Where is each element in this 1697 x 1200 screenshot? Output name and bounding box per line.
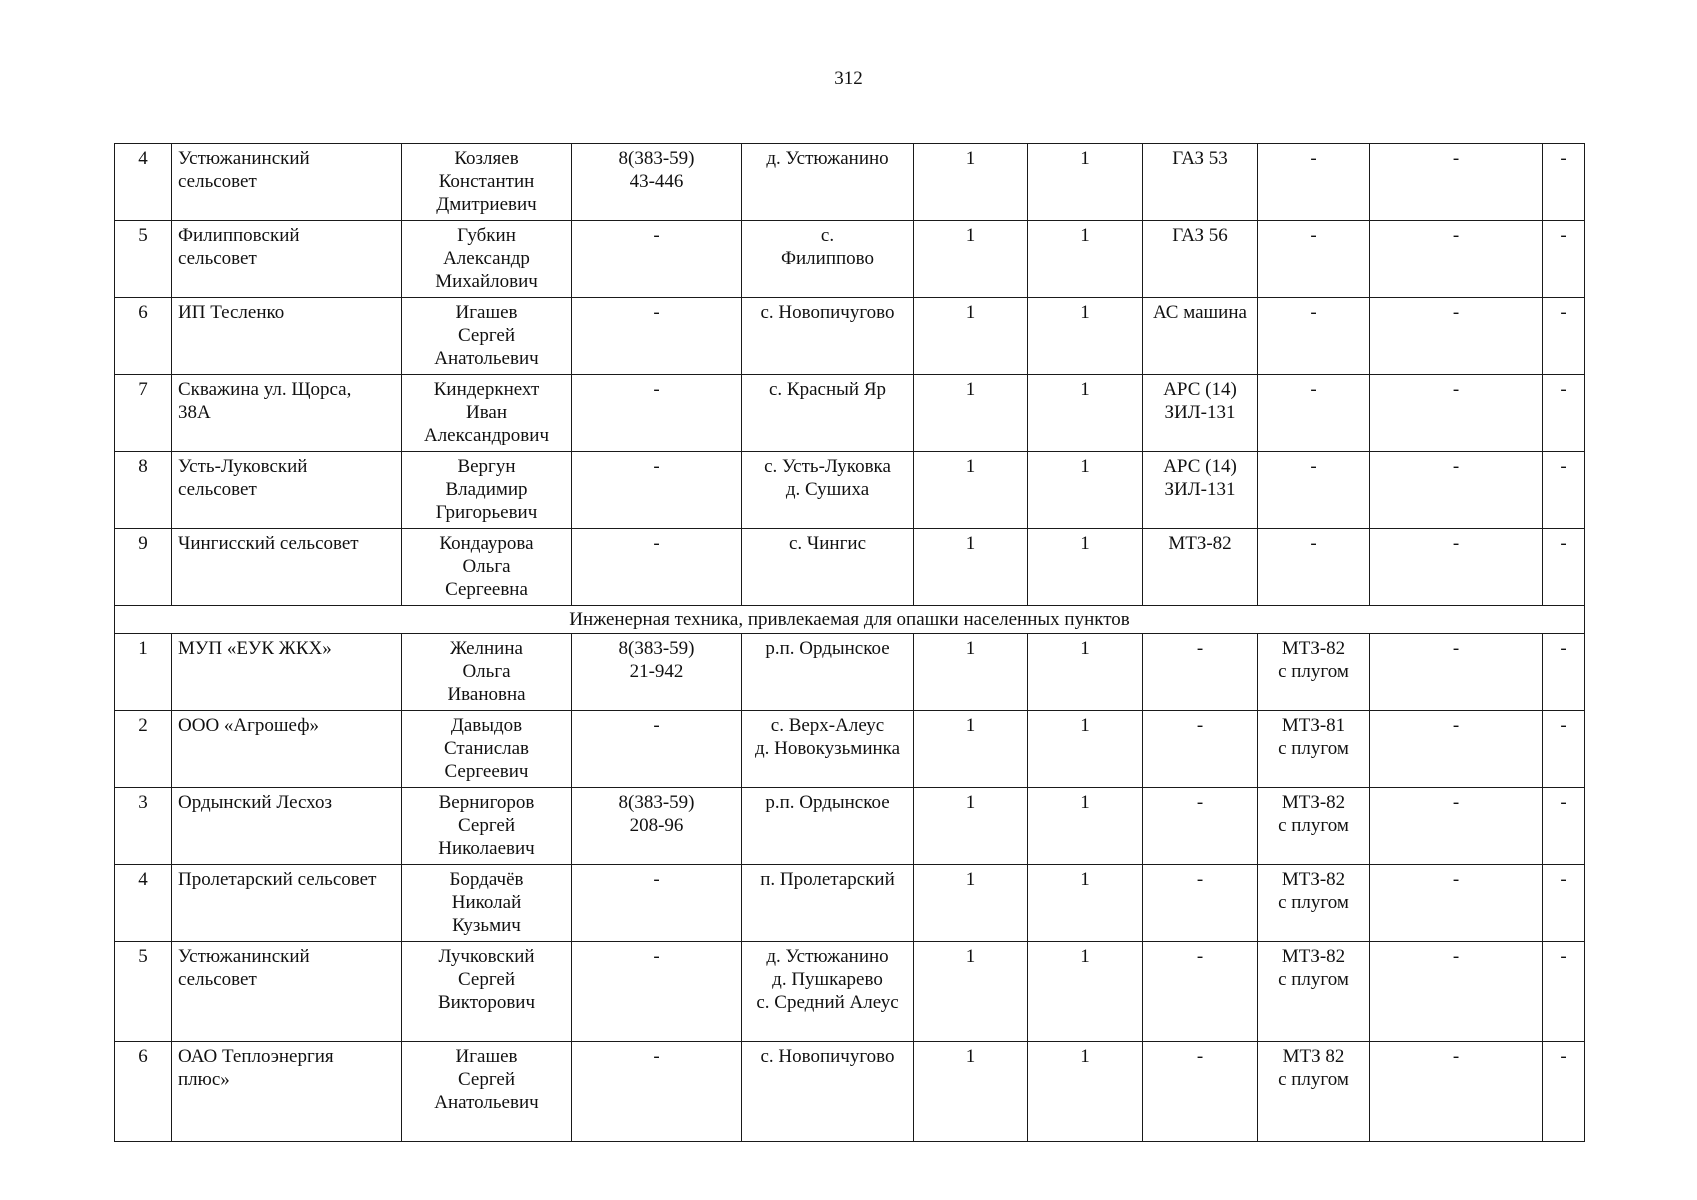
location-cell: с. Новопичугово (742, 1042, 914, 1142)
organization-cell: Ордынский Лесхоз (172, 788, 402, 865)
plow-tractor-cell: - (1258, 529, 1370, 606)
fire-vehicle-cell: МТЗ-82 (1143, 529, 1258, 606)
phone-cell: - (572, 452, 742, 529)
extra-cell-1: - (1370, 711, 1543, 788)
phone-cell: - (572, 221, 742, 298)
phone-cell: - (572, 298, 742, 375)
plow-tractor-cell: - (1258, 375, 1370, 452)
row-number: 5 (115, 221, 172, 298)
responsible-person-cell: Киндеркнехт Иван Александрович (402, 375, 572, 452)
table-row (115, 788, 1585, 865)
count-cell-2: 1 (1028, 634, 1143, 711)
responsible-person-cell: Лучковский Сергей Викторович (402, 942, 572, 1042)
extra-cell-1: - (1370, 144, 1543, 221)
count-cell-1: 1 (914, 529, 1028, 606)
location-cell: р.п. Ордынское (742, 788, 914, 865)
phone-cell: - (572, 1042, 742, 1142)
row-number: 2 (115, 711, 172, 788)
extra-cell-1: - (1370, 865, 1543, 942)
organization-cell: Устюжанинский сельсовет (172, 942, 402, 1042)
location-cell: р.п. Ордынское (742, 634, 914, 711)
extra-cell-1: - (1370, 634, 1543, 711)
row-number: 5 (115, 942, 172, 1042)
equipment-table (114, 143, 1585, 1142)
plow-tractor-cell: - (1258, 298, 1370, 375)
plow-tractor-cell: МТЗ-82 с плугом (1258, 788, 1370, 865)
table-row (115, 144, 1585, 221)
table-row (115, 221, 1585, 298)
count-cell-2: 1 (1028, 221, 1143, 298)
count-cell-2: 1 (1028, 375, 1143, 452)
count-cell-1: 1 (914, 375, 1028, 452)
phone-cell: - (572, 865, 742, 942)
responsible-person-cell: Вергун Владимир Григорьевич (402, 452, 572, 529)
organization-cell: Филипповский сельсовет (172, 221, 402, 298)
plow-tractor-cell: МТЗ-81 с плугом (1258, 711, 1370, 788)
phone-cell: 8(383-59) 208-96 (572, 788, 742, 865)
count-cell-1: 1 (914, 298, 1028, 375)
row-number: 7 (115, 375, 172, 452)
extra-cell-1: - (1370, 788, 1543, 865)
section-title: Инженерная техника, привлекаемая для опашки населенных пунктов (115, 606, 1585, 634)
plow-tractor-cell: МТЗ 82 с плугом (1258, 1042, 1370, 1142)
table-row (115, 711, 1585, 788)
table-row (115, 942, 1585, 1042)
location-cell: п. Пролетарский (742, 865, 914, 942)
extra-cell-2: - (1543, 711, 1585, 788)
fire-vehicle-cell: ГАЗ 53 (1143, 144, 1258, 221)
table-row (115, 865, 1585, 942)
phone-cell: - (572, 711, 742, 788)
row-number: 4 (115, 144, 172, 221)
extra-cell-2: - (1543, 452, 1585, 529)
extra-cell-2: - (1543, 375, 1585, 452)
extra-cell-2: - (1543, 942, 1585, 1042)
row-number: 6 (115, 298, 172, 375)
organization-cell: Пролетарский сельсовет (172, 865, 402, 942)
organization-cell: ООО «Агрошеф» (172, 711, 402, 788)
organization-cell: МУП «ЕУК ЖКХ» (172, 634, 402, 711)
organization-cell: Усть-Луковский сельсовет (172, 452, 402, 529)
location-cell: д. Устюжанино (742, 144, 914, 221)
extra-cell-1: - (1370, 221, 1543, 298)
phone-cell: 8(383-59) 21-942 (572, 634, 742, 711)
count-cell-2: 1 (1028, 1042, 1143, 1142)
fire-vehicle-cell: АРС (14) ЗИЛ-131 (1143, 375, 1258, 452)
extra-cell-2: - (1543, 298, 1585, 375)
plow-tractor-cell: - (1258, 452, 1370, 529)
count-cell-1: 1 (914, 634, 1028, 711)
count-cell-2: 1 (1028, 529, 1143, 606)
extra-cell-2: - (1543, 788, 1585, 865)
organization-cell: ОАО Теплоэнергия плюс» (172, 1042, 402, 1142)
location-cell: с. Чингис (742, 529, 914, 606)
table-row (115, 529, 1585, 606)
phone-cell: - (572, 942, 742, 1042)
count-cell-1: 1 (914, 865, 1028, 942)
count-cell-1: 1 (914, 788, 1028, 865)
row-number: 4 (115, 865, 172, 942)
extra-cell-1: - (1370, 1042, 1543, 1142)
extra-cell-1: - (1370, 298, 1543, 375)
section-header-row (115, 606, 1585, 634)
organization-cell: Устюжанинский сельсовет (172, 144, 402, 221)
fire-vehicle-cell: - (1143, 1042, 1258, 1142)
responsible-person-cell: Игашев Сергей Анатольевич (402, 1042, 572, 1142)
fire-vehicle-cell: - (1143, 634, 1258, 711)
extra-cell-1: - (1370, 942, 1543, 1042)
fire-vehicle-cell: - (1143, 788, 1258, 865)
phone-cell: 8(383-59) 43-446 (572, 144, 742, 221)
phone-cell: - (572, 375, 742, 452)
extra-cell-2: - (1543, 865, 1585, 942)
fire-vehicle-cell: - (1143, 865, 1258, 942)
count-cell-2: 1 (1028, 144, 1143, 221)
responsible-person-cell: Кондаурова Ольга Сергеевна (402, 529, 572, 606)
row-number: 6 (115, 1042, 172, 1142)
plow-tractor-cell: МТЗ-82 с плугом (1258, 942, 1370, 1042)
extra-cell-1: - (1370, 529, 1543, 606)
count-cell-1: 1 (914, 452, 1028, 529)
table-row (115, 452, 1585, 529)
organization-cell: Чингисский сельсовет (172, 529, 402, 606)
count-cell-2: 1 (1028, 788, 1143, 865)
location-cell: с. Красный Яр (742, 375, 914, 452)
responsible-person-cell: Давыдов Станислав Сергеевич (402, 711, 572, 788)
responsible-person-cell: Желнина Ольга Ивановна (402, 634, 572, 711)
count-cell-2: 1 (1028, 298, 1143, 375)
table-row (115, 375, 1585, 452)
location-cell: с. Усть-Луковка д. Сушиха (742, 452, 914, 529)
row-number: 8 (115, 452, 172, 529)
extra-cell-1: - (1370, 452, 1543, 529)
plow-tractor-cell: - (1258, 221, 1370, 298)
extra-cell-2: - (1543, 529, 1585, 606)
location-cell: с. Филиппово (742, 221, 914, 298)
fire-vehicle-cell: АС машина (1143, 298, 1258, 375)
table-body (115, 144, 1585, 1142)
count-cell-1: 1 (914, 144, 1028, 221)
location-cell: д. Устюжанино д. Пушкарево с. Средний Алеус (742, 942, 914, 1042)
plow-tractor-cell: МТЗ-82 с плугом (1258, 865, 1370, 942)
count-cell-2: 1 (1028, 711, 1143, 788)
responsible-person-cell: Вернигоров Сергей Николаевич (402, 788, 572, 865)
count-cell-1: 1 (914, 1042, 1028, 1142)
extra-cell-2: - (1543, 221, 1585, 298)
responsible-person-cell: Игашев Сергей Анатольевич (402, 298, 572, 375)
responsible-person-cell: Губкин Александр Михайлович (402, 221, 572, 298)
responsible-person-cell: Бордачёв Николай Кузьмич (402, 865, 572, 942)
count-cell-2: 1 (1028, 452, 1143, 529)
location-cell: с. Новопичугово (742, 298, 914, 375)
count-cell-2: 1 (1028, 865, 1143, 942)
organization-cell: Скважина ул. Щорса, 38А (172, 375, 402, 452)
table-row (115, 634, 1585, 711)
row-number: 1 (115, 634, 172, 711)
extra-cell-2: - (1543, 634, 1585, 711)
plow-tractor-cell: - (1258, 144, 1370, 221)
organization-cell: ИП Тесленко (172, 298, 402, 375)
fire-vehicle-cell: - (1143, 942, 1258, 1042)
count-cell-1: 1 (914, 221, 1028, 298)
row-number: 9 (115, 529, 172, 606)
location-cell: с. Верх-Алеус д. Новокузьминка (742, 711, 914, 788)
row-number: 3 (115, 788, 172, 865)
extra-cell-1: - (1370, 375, 1543, 452)
table-row (115, 298, 1585, 375)
extra-cell-2: - (1543, 144, 1585, 221)
count-cell-2: 1 (1028, 942, 1143, 1042)
fire-vehicle-cell: - (1143, 711, 1258, 788)
fire-vehicle-cell: АРС (14) ЗИЛ-131 (1143, 452, 1258, 529)
count-cell-1: 1 (914, 942, 1028, 1042)
phone-cell: - (572, 529, 742, 606)
page-number: 312 (834, 68, 863, 89)
count-cell-1: 1 (914, 711, 1028, 788)
extra-cell-2: - (1543, 1042, 1585, 1142)
plow-tractor-cell: МТЗ-82 с плугом (1258, 634, 1370, 711)
fire-vehicle-cell: ГАЗ 56 (1143, 221, 1258, 298)
table-row (115, 1042, 1585, 1142)
responsible-person-cell: Козляев Константин Дмитриевич (402, 144, 572, 221)
